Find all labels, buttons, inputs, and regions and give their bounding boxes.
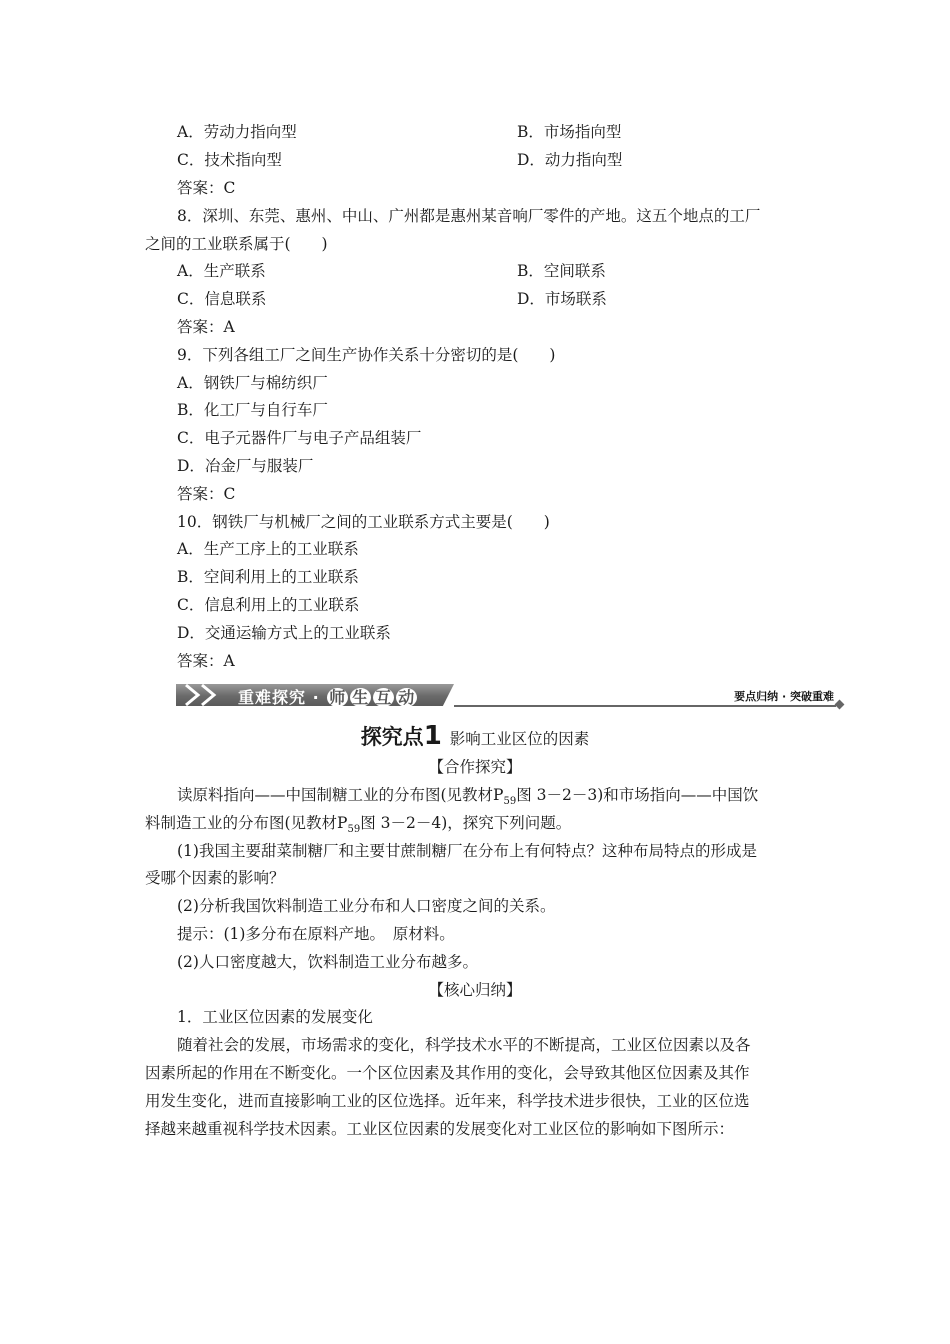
q8-option-b: B．空间联系	[517, 262, 606, 280]
text-run: 图 3－2－3)和市场指向——中国饮	[516, 786, 759, 804]
text-run: 读原料指向——中国制糖工业的分布图(见教材P	[177, 786, 504, 804]
section-heading	[145, 721, 805, 751]
coop-question1-line2: 受哪个因素的影响？	[145, 869, 285, 887]
q9-option-a: A．钢铁厂与棉纺织厂	[177, 374, 328, 392]
q10-stem: 10．钢铁厂与机械厂之间的工业联系方式主要是( )	[177, 513, 550, 531]
q8-option-d: D．市场联系	[517, 290, 607, 308]
banner-title-char: 互	[375, 688, 393, 707]
q10-option-c: C．信息利用上的工业联系	[177, 596, 360, 614]
banner-title-char: 生	[352, 688, 370, 707]
section-banner	[176, 682, 846, 712]
q7-option-d: D．动力指向型	[517, 151, 623, 169]
text-run: 图 3－2－4)，探究下列问题。	[360, 814, 572, 832]
q8-stem-line2: 之间的工业联系属于( )	[145, 235, 328, 253]
banner-rule	[454, 705, 836, 707]
banner-title-char: 师	[329, 688, 347, 707]
coop-question2: (2)分析我国饮料制造工业分布和人口密度之间的关系。	[177, 897, 556, 915]
q7-answer: 答案：C	[177, 179, 236, 197]
coop-hint1: 提示：(1)多分布在原料产地。 原材料。	[177, 925, 455, 943]
coop-para-line2	[145, 813, 571, 836]
banner-title-text: 重难探究 ·	[238, 688, 327, 707]
core-item1: 1．工业区位因素的发展变化	[177, 1008, 373, 1026]
q8-stem-line1: 8．深圳、东莞、惠州、中山、广州都是惠州某音响厂零件的产地。这五个地点的工厂	[177, 207, 761, 225]
q8-answer: 答案：A	[177, 318, 235, 336]
q10-option-b: B．空间利用上的工业联系	[177, 568, 359, 586]
q9-option-d: D．冶金厂与服装厂	[177, 457, 314, 475]
banner-title-char: 动	[398, 688, 416, 707]
subscript: 59	[503, 796, 517, 807]
q7-option-c: C．技术指向型	[177, 151, 282, 169]
q8-option-c: C．信息联系	[177, 290, 267, 308]
core-para-line2: 因素所起的作用在不断变化。一个区位因素及其作用的变化，会导致其他区位因素及其作	[145, 1064, 750, 1082]
q8-option-a: A．生产联系	[177, 262, 266, 280]
text-run: 料制造工业的分布图(见教材P	[145, 814, 348, 832]
q9-stem: 9．下列各组工厂之间生产协作关系十分密切的是( )	[177, 346, 556, 364]
section-label: 探究点	[360, 725, 424, 749]
core-para-line1: 随着社会的发展，市场需求的变化，科学技术水平的不断提高，工业区位因素以及各	[177, 1036, 751, 1054]
banner-subtitle: 要点归纳 · 突破重难	[734, 690, 834, 703]
core-para-line4: 择越来越重视科学技术因素。工业区位因素的发展变化对工业区位的影响如下图所示：	[145, 1120, 735, 1138]
q9-answer: 答案：C	[177, 485, 236, 503]
core-heading: 【核心归纳】	[428, 981, 522, 999]
chevron-right-icon	[198, 683, 220, 707]
q9-option-c: C．电子元器件厂与电子产品组装厂	[177, 429, 422, 447]
subscript: 59	[347, 824, 361, 835]
coop-para-line1	[177, 785, 758, 808]
q9-option-b: B．化工厂与自行车厂	[177, 401, 328, 419]
section-number: 1	[423, 721, 442, 751]
banner-title	[238, 685, 418, 708]
q7-option-a: A．劳动力指向型	[177, 123, 297, 141]
coop-hint2: (2)人口密度越大，饮料制造工业分布越多。	[177, 953, 478, 971]
q10-answer: 答案：A	[177, 652, 235, 670]
core-para-line3: 用发生变化，进而直接影响工业的区位选择。近年来，科学技术进步很快，工业的区位选	[145, 1092, 750, 1110]
diamond-icon	[835, 700, 845, 710]
coop-heading: 【合作探究】	[428, 758, 522, 776]
coop-question1-line1: (1)我国主要甜菜制糖厂和主要甘蔗制糖厂在分布上有何特点？这种布局特点的形成是	[177, 842, 757, 860]
section-title: 影响工业区位的因素	[449, 730, 590, 748]
q10-option-a: A．生产工序上的工业联系	[177, 540, 359, 558]
q10-option-d: D．交通运输方式上的工业联系	[177, 624, 391, 642]
q7-option-b: B．市场指向型	[517, 123, 622, 141]
